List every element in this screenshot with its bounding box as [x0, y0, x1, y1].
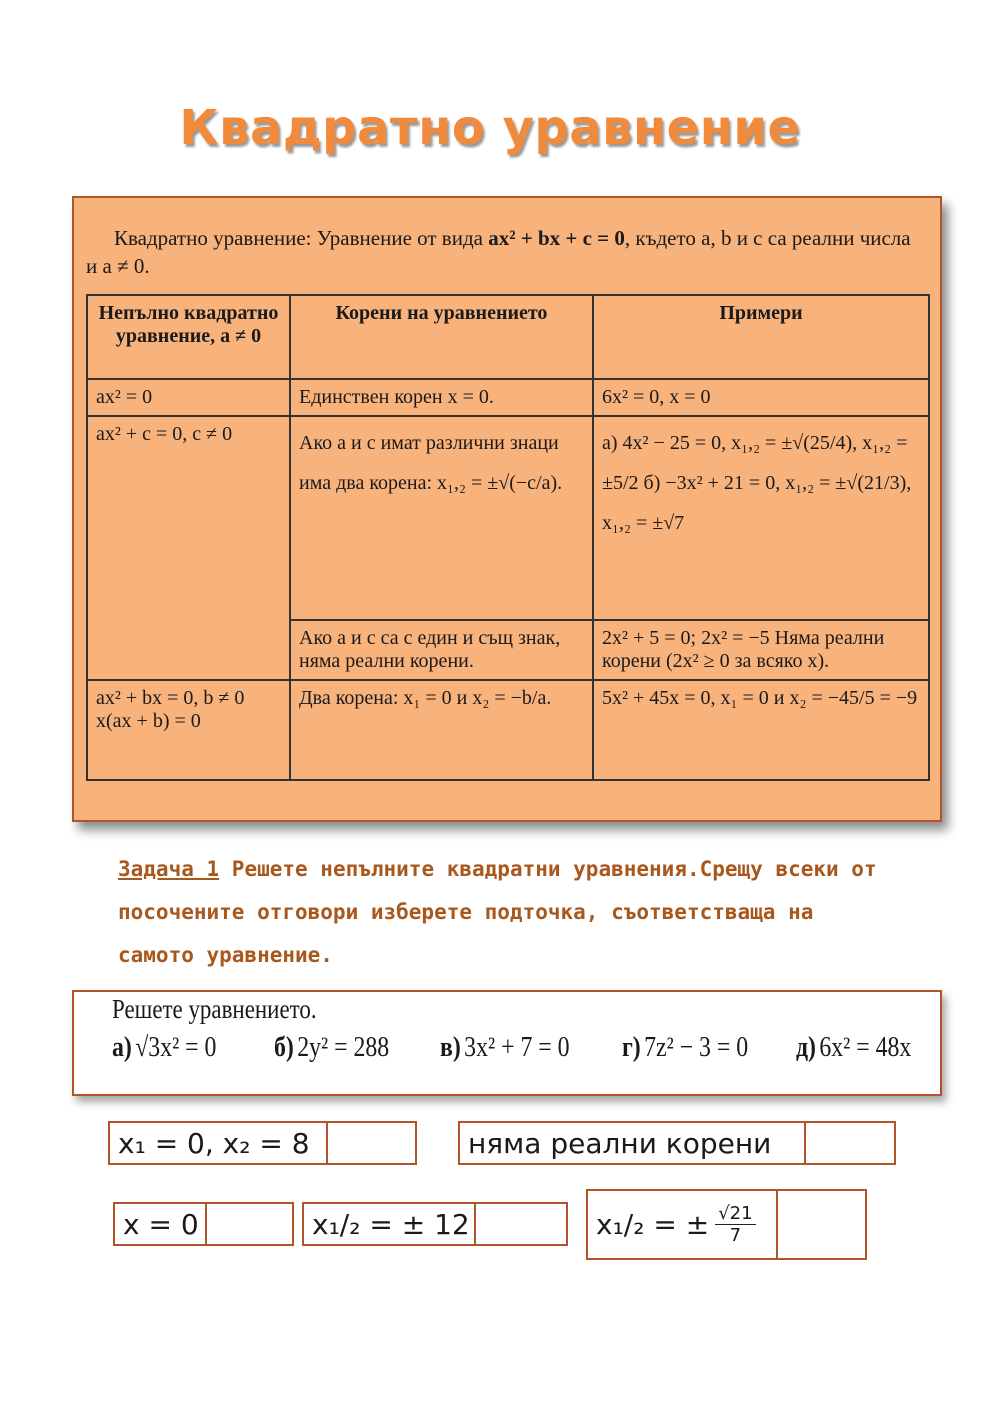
page-title: Квадратно уравнение: [179, 100, 801, 156]
equations-instruction: Решете уравнението.: [112, 994, 317, 1024]
answer-box-5: x₁/₂ = ± $\frac{√21}{7}$: [586, 1189, 867, 1260]
table-row: Ако a и c са с един и същ знак, няма реални корени. 2x² + 5 = 0; 2x² = −5 Няма реални корени (2x² ≥ 0 за всяко x).: [87, 620, 929, 680]
answer-input-3[interactable]: [207, 1204, 292, 1244]
task-label: Задача 1: [118, 857, 220, 881]
answer-input-2[interactable]: [806, 1123, 894, 1163]
answer-box-2: няма реални корени: [458, 1121, 896, 1165]
equation-b: б) 2y² = 288: [274, 1032, 390, 1063]
task-text: Задача 1 Решете непълните квадратни уравнения.Срещу всеки от посочените отговори изберете подточка, съответстваща на самото уравнение.: [118, 857, 877, 967]
equation-d: д) 6x² = 48x: [796, 1032, 912, 1063]
table-row: ax² = 0 Единствен корен x = 0. 6x² = 0, x = 0: [87, 379, 929, 416]
table-header-row: [87, 295, 929, 379]
answer-input-5[interactable]: [778, 1191, 865, 1258]
fraction: $\frac{√21}{7}$: [715, 1203, 755, 1246]
equation-a: а) √3x² = 0: [112, 1032, 217, 1063]
equation-v: в) 3x² + 7 = 0: [440, 1032, 570, 1063]
definition-formula: ax² + bx + c = 0: [488, 226, 625, 250]
table-row: ax² + bx = 0, b ≠ 0 x(ax + b) = 0 Два корена: x₁ = 0 и x₂ = −b/a. 5x² + 45x = 0, x₁ = 0 и x₂ = −45/5 = −9: [87, 680, 929, 780]
header-type: Непълно квадратно уравнение, a ≠ 0: [87, 295, 290, 379]
rules-table: [86, 294, 930, 781]
reference-card: [72, 196, 942, 822]
definition: Квадратно уравнение: Уравнение от вида ax² + bx + c = 0, където a, b и c са реални числа и a ≠ 0.: [86, 226, 911, 278]
answer-box-4: x₁/₂ = ± 12: [302, 1202, 568, 1246]
answer-input-1[interactable]: [328, 1123, 415, 1163]
answer-input-4[interactable]: [476, 1204, 566, 1244]
table-row: ax² + c = 0, c ≠ 0 Ако a и c имат различни знаци има два корена: x₁,₂ = ±√(−c/a). а) 4x² − 25 = 0, x₁,₂ = ±√(25/4), x₁,₂ = ±5/2 б) −3x² + 21 = 0, x₁,₂ = ±√(21/3), x₁,₂ = ±√7: [87, 416, 929, 620]
answer-box-1: x₁ = 0, x₂ = 8: [108, 1121, 417, 1165]
equation-g: г) 7z² − 3 = 0: [622, 1032, 749, 1063]
header-examples: Примери: [593, 295, 929, 379]
header-roots: Корени на уравнението: [290, 295, 593, 379]
equations-box: [72, 990, 942, 1096]
answer-box-3: x = 0: [113, 1202, 294, 1246]
